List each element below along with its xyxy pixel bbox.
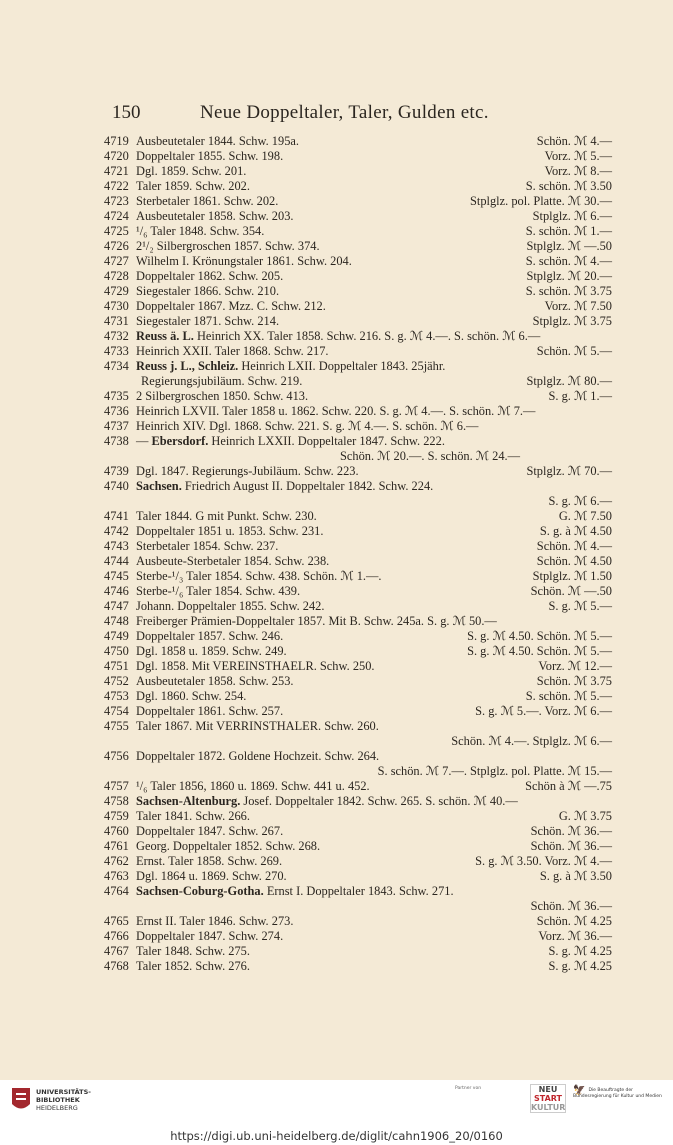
catalog-entry (104, 539, 614, 554)
entry-text: Heinrich XXII. Taler 1868. Schw. 217. (136, 344, 329, 358)
catalog-entry (104, 854, 614, 869)
entry-description (136, 884, 454, 899)
entry-description (136, 539, 278, 554)
entry-text: Taler 1844. G mit Punkt. Schw. 230. (136, 509, 317, 523)
catalog-entry (104, 494, 614, 509)
entry-text: Taler 1859. Schw. 202. (136, 179, 250, 193)
entry-text: Ausbeutetaler 1844. Schw. 195a. (136, 134, 299, 148)
entry-text: Doppeltaler 1862. Schw. 205. (136, 269, 284, 283)
entry-text: Sterbe-¹/₆ Taler 1854. Schw. 439. (136, 584, 301, 598)
catalog-entry (104, 899, 614, 914)
catalog-entry (104, 209, 614, 224)
entry-number: 4754 (104, 704, 129, 718)
entry-text: Ernst. Taler 1858. Schw. 269. (136, 854, 283, 868)
entry-text: Dgl. 1858. Mit VEREINSTHAELR. Schw. 250. (136, 659, 375, 673)
entry-description (136, 929, 283, 944)
catalog-entry (104, 779, 614, 794)
entry-text: Doppeltaler 1851 u. 1853. Schw. 231. (136, 524, 324, 538)
entry-text: Ernst II. Taler 1846. Schw. 273. (136, 914, 294, 928)
entry-description (136, 269, 283, 284)
entry-number: 4721 (104, 164, 129, 178)
entry-number: 4766 (104, 929, 129, 943)
entry-text: Ausbeutetaler 1858. Schw. 203. (136, 209, 294, 223)
catalog-entry (104, 554, 614, 569)
entry-price: S. g. ℳ 3.50. Vorz. ℳ 4.— (475, 854, 612, 868)
catalog-entry (104, 704, 614, 719)
entry-price: S. schön. ℳ 1.— (525, 224, 612, 238)
entry-price: Schön. ℳ 4.— (536, 539, 612, 553)
catalog-entry (104, 614, 614, 629)
entry-text: Doppeltaler 1847. Schw. 267. (136, 824, 284, 838)
entry-text: Doppeltaler 1861. Schw. 257. (136, 704, 284, 718)
catalog-entry (104, 359, 614, 374)
catalog-entry (104, 179, 614, 194)
entry-price: Schön à ℳ —.75 (525, 779, 612, 793)
entry-number: 4761 (104, 839, 129, 853)
entry-description (136, 239, 320, 254)
entry-number: 4733 (104, 344, 129, 358)
entry-number: 4759 (104, 809, 129, 823)
entry-description (136, 659, 375, 674)
entry-region: Reuss j. L., Schleiz. (136, 359, 239, 373)
entry-price: Stplglz. ℳ 80.— (526, 374, 612, 388)
catalog-entry (104, 629, 614, 644)
entry-description (136, 434, 445, 449)
catalog-entry (104, 344, 614, 359)
entry-region: Sachsen-Altenburg. (136, 794, 241, 808)
entry-text: Ernst I. Doppeltaler 1843. Schw. 271. (263, 884, 454, 898)
catalog-entry (104, 839, 614, 854)
entry-description (136, 359, 445, 374)
entry-number: 4753 (104, 689, 129, 703)
entry-description (136, 644, 287, 659)
catalog-entry (104, 404, 614, 419)
entry-description (136, 344, 329, 359)
entry-text: Doppeltaler 1847. Schw. 274. (136, 929, 284, 943)
catalog-entry (104, 509, 614, 524)
entry-number: 4745 (104, 569, 129, 583)
entry-price: Vorz. ℳ 8.— (544, 164, 612, 178)
entry-number: 4748 (104, 614, 129, 628)
entry-description (136, 284, 279, 299)
catalog-entry (104, 194, 614, 209)
entry-number: 4743 (104, 539, 129, 553)
entry-description (136, 824, 283, 839)
catalog-entry (104, 314, 614, 329)
entry-number: 4756 (104, 749, 129, 763)
entry-description (136, 959, 250, 974)
entry-description (136, 389, 308, 404)
entry-description (136, 719, 379, 734)
entry-description (136, 689, 246, 704)
entry-number: 4741 (104, 509, 129, 523)
entry-description (136, 854, 282, 869)
entry-description (136, 254, 352, 269)
entry-number: 4768 (104, 959, 129, 973)
catalog-entry (104, 689, 614, 704)
catalog-entry (104, 644, 614, 659)
entry-region: Sachsen. (136, 479, 182, 493)
entry-number: 4725 (104, 224, 129, 238)
entry-number: 4719 (104, 134, 129, 148)
entry-price: S. g. à ℳ 3.50 (539, 869, 612, 883)
entry-region: Reuss ä. L. (136, 329, 194, 343)
entry-number: 4750 (104, 644, 129, 658)
entry-price: S. g. ℳ 4.50. Schön. ℳ 5.— (467, 644, 612, 658)
entry-text: Dgl. 1860. Schw. 254. (136, 689, 247, 703)
catalog-entry (104, 944, 614, 959)
entry-region: Sachsen-Coburg-Gotha. (136, 884, 264, 898)
entry-price: S. schön. ℳ 5.— (525, 689, 612, 703)
catalog-entry (104, 434, 614, 449)
entry-number: 4731 (104, 314, 129, 328)
catalog-entry (104, 764, 614, 779)
entry-number: 4730 (104, 299, 129, 313)
entry-number: 4720 (104, 149, 129, 163)
entry-text: Dgl. 1847. Regierungs-Jubiläum. Schw. 223. (136, 464, 359, 478)
university-seal-icon[interactable] (10, 1086, 32, 1114)
entry-description (136, 479, 433, 494)
entry-description (141, 374, 302, 389)
entry-number: 4734 (104, 359, 129, 373)
entry-text: Taler 1841. Schw. 266. (136, 809, 250, 823)
entry-text: Siegestaler 1871. Schw. 214. (136, 314, 280, 328)
catalog-entry (104, 164, 614, 179)
catalog-entry (104, 419, 614, 434)
catalog-entry (104, 719, 614, 734)
entry-price: Schön. ℳ 4.—. Stplglz. ℳ 6.— (451, 734, 612, 748)
entry-description (136, 134, 299, 149)
entry-text: ¹/₆ Taler 1856, 1860 u. 1869. Schw. 441 u. 452. (136, 779, 370, 793)
entry-description (136, 629, 283, 644)
entry-text: Freiberger Prämien-Doppeltaler 1857. Mit B. Schw. 245a. S. g. ℳ 50.— (136, 614, 497, 628)
entry-price: G. ℳ 3.75 (558, 809, 612, 823)
entry-price: Vorz. ℳ 7.50 (544, 299, 612, 313)
catalog-entry (104, 809, 614, 824)
entry-price: Schön. ℳ 3.75 (536, 674, 612, 688)
partner-label: Partner von (455, 1086, 482, 1091)
entry-description (136, 299, 326, 314)
entry-number: 4762 (104, 854, 129, 868)
entry-price: S. g. à ℳ 4.50 (539, 524, 612, 538)
entry-text: Siegestaler 1866. Schw. 210. (136, 284, 280, 298)
entry-region: Ebersdorf. (151, 434, 209, 448)
bundesregierung-logo[interactable]: 🦅 Die Beauftragte der Bundesregierung für Kultur und Medien (573, 1085, 662, 1099)
entry-text: Taler 1848. Schw. 275. (136, 944, 250, 958)
entry-price: S. g. ℳ 1.— (548, 389, 612, 403)
catalog-entry (104, 659, 614, 674)
catalog-entry (104, 674, 614, 689)
entry-number: 4739 (104, 464, 129, 478)
entry-price: Stplglz. pol. Platte. ℳ 30.— (470, 194, 612, 208)
catalog-entry (104, 569, 614, 584)
entry-description (136, 584, 300, 599)
entry-number: 4757 (104, 779, 129, 793)
entry-price: Stplglz. ℳ 6.— (532, 209, 612, 223)
entry-price: Stplglz. ℳ 70.— (526, 464, 612, 478)
entry-price: S. g. ℳ 6.— (548, 494, 612, 508)
entry-text: Wilhelm I. Krönungstaler 1861. Schw. 204. (136, 254, 352, 268)
entry-description (136, 599, 324, 614)
entry-prefix: — (136, 434, 152, 448)
entry-number: 4746 (104, 584, 129, 598)
catalog-entry (104, 749, 614, 764)
entry-number: 4724 (104, 209, 129, 223)
entry-text: Heinrich LXXII. Doppeltaler 1847. Schw. 222. (208, 434, 445, 448)
entry-price: S. schön. ℳ 3.75 (525, 284, 612, 298)
entry-text: Sterbe-¹/₃ Taler 1854. Schw. 438. Schön. ℳ 1.—. (136, 569, 382, 583)
entry-price: Stplglz. ℳ 1.50 (532, 569, 612, 583)
entry-description (136, 914, 293, 929)
entry-description (136, 869, 287, 884)
catalog-entry (104, 599, 614, 614)
entry-description (136, 704, 283, 719)
entry-number: 4751 (104, 659, 129, 673)
entry-description (340, 449, 520, 464)
entry-number: 4740 (104, 479, 129, 493)
catalog-entry (104, 134, 614, 149)
entry-text: Dgl. 1864 u. 1869. Schw. 270. (136, 869, 287, 883)
entry-text: Heinrich LXII. Doppeltaler 1843. 25jähr. (238, 359, 446, 373)
entry-text: Doppeltaler 1857. Schw. 246. (136, 629, 284, 643)
catalog-entry (104, 284, 614, 299)
entry-price: Schön. ℳ —.50 (530, 584, 612, 598)
entry-price: Schön. ℳ 4.50 (536, 554, 612, 568)
entry-text: Heinrich XIV. Dgl. 1868. Schw. 221. S. g. ℳ 4.—. S. schön. ℳ 6.— (136, 419, 479, 433)
entry-text: Johann. Doppeltaler 1855. Schw. 242. (136, 599, 325, 613)
entry-number: 4737 (104, 419, 129, 433)
entry-description (136, 194, 278, 209)
entry-price: Schön. ℳ 5.— (536, 344, 612, 358)
entry-price: S. schön. ℳ 7.—. Stplglz. pol. Platte. ℳ 15.— (377, 764, 612, 778)
entry-description (136, 794, 518, 809)
catalog-entry (104, 299, 614, 314)
entry-text: Heinrich LXVII. Taler 1858 u. 1862. Schw. 220. S. g. ℳ 4.—. S. schön. ℳ 7.— (136, 404, 536, 418)
permalink-url[interactable]: https://digi.ub.uni-heidelberg.de/diglit/cahn1906_20/0160 (170, 1129, 503, 1143)
entry-number: 4723 (104, 194, 129, 208)
entry-number: 4726 (104, 239, 129, 253)
entry-number: 4765 (104, 914, 129, 928)
page-title: Neue Doppeltaler, Taler, Gulden etc. (200, 102, 489, 123)
entry-price: S. schön. ℳ 4.— (525, 254, 612, 268)
entry-number: 4758 (104, 794, 129, 808)
catalog-entry (104, 734, 614, 749)
entry-text: Friedrich August II. Doppeltaler 1842. Schw. 224. (181, 479, 434, 493)
entry-text: Georg. Doppeltaler 1852. Schw. 268. (136, 839, 321, 853)
entry-text: Sterbetaler 1861. Schw. 202. (136, 194, 279, 208)
catalog-entry (104, 584, 614, 599)
entry-price: Stplglz. ℳ 20.— (526, 269, 612, 283)
entry-description (136, 419, 478, 434)
entry-text: Josef. Doppeltaler 1842. Schw. 265. S. schön. ℳ 40.— (240, 794, 518, 808)
catalog-entry (104, 524, 614, 539)
entry-number: 4749 (104, 629, 129, 643)
entry-description (136, 554, 329, 569)
entry-price: S. g. ℳ 5.— (548, 599, 612, 613)
catalog-entry (104, 374, 614, 389)
entry-number: 4755 (104, 719, 129, 733)
entry-number: 4747 (104, 599, 129, 613)
entry-number: 4744 (104, 554, 129, 568)
entry-description (136, 329, 540, 344)
entry-price: Vorz. ℳ 5.— (544, 149, 612, 163)
entry-description (136, 779, 370, 794)
entry-description (136, 509, 317, 524)
entry-number: 4736 (104, 404, 129, 418)
entry-text: ¹/₆ Taler 1848. Schw. 354. (136, 224, 265, 238)
catalog-entry (104, 824, 614, 839)
entry-number: 4729 (104, 284, 129, 298)
entry-text: Dgl. 1858 u. 1859. Schw. 249. (136, 644, 287, 658)
catalog-entry (104, 479, 614, 494)
entry-text: Ausbeute-Sterbetaler 1854. Schw. 238. (136, 554, 330, 568)
entry-price: Stplglz. ℳ —.50 (526, 239, 612, 253)
catalog-entry (104, 464, 614, 479)
entry-price: Stplglz. ℳ 3.75 (532, 314, 612, 328)
entry-price: Vorz. ℳ 12.— (538, 659, 612, 673)
entry-text: Heinrich XX. Taler 1858. Schw. 216. S. g. ℳ 4.—. S. schön. ℳ 6.— (193, 329, 541, 343)
catalog-entry (104, 149, 614, 164)
entry-price: S. g. ℳ 4.50. Schön. ℳ 5.— (467, 629, 612, 643)
entry-text: Sterbetaler 1854. Schw. 237. (136, 539, 279, 553)
catalog-entries (104, 134, 614, 974)
entry-description (136, 314, 279, 329)
entry-number: 4760 (104, 824, 129, 838)
entry-text: Dgl. 1859. Schw. 201. (136, 164, 247, 178)
entry-text: Doppeltaler 1867. Mzz. C. Schw. 212. (136, 299, 326, 313)
entry-text: Taler 1852. Schw. 276. (136, 959, 250, 973)
entry-price: S. schön. ℳ 3.50 (525, 179, 612, 193)
entry-text: Schön. ℳ 20.—. S. schön. ℳ 24.— (340, 449, 521, 463)
entry-description (136, 674, 294, 689)
neustart-kultur-logo[interactable]: NEU START KULTUR (531, 1085, 566, 1112)
entry-description (136, 404, 535, 419)
entry-price: S. g. ℳ 4.25 (548, 959, 612, 973)
entry-price: Schön. ℳ 36.— (530, 899, 612, 913)
entry-number: 4722 (104, 179, 129, 193)
catalog-entry (104, 914, 614, 929)
entry-number: 4727 (104, 254, 129, 268)
entry-description (136, 464, 359, 479)
entry-description (136, 569, 381, 584)
entry-price: G. ℳ 7.50 (558, 509, 612, 523)
entry-price: Schön. ℳ 4.— (536, 134, 612, 148)
library-name[interactable]: UNIVERSITÄTS- BIBLIOTHEK HEIDELBERG (36, 1088, 91, 1112)
entry-description (136, 809, 250, 824)
entry-number: 4752 (104, 674, 129, 688)
entry-price: Schön. ℳ 36.— (530, 839, 612, 853)
entry-price: Schön. ℳ 4.25 (536, 914, 612, 928)
entry-number: 4767 (104, 944, 129, 958)
catalog-entry (104, 329, 614, 344)
catalog-entry (104, 449, 614, 464)
entry-number: 4764 (104, 884, 129, 898)
catalog-entry (104, 389, 614, 404)
entry-description (136, 179, 250, 194)
entry-price: Vorz. ℳ 36.— (538, 929, 612, 943)
entry-description (136, 839, 320, 854)
entry-number: 4735 (104, 389, 129, 403)
catalog-entry (104, 239, 614, 254)
entry-description (136, 164, 246, 179)
catalog-entry (104, 269, 614, 284)
entry-text: 2¹/₂ Silbergroschen 1857. Schw. 374. (136, 239, 320, 253)
catalog-entry (104, 929, 614, 944)
entry-number: 4742 (104, 524, 129, 538)
catalog-entry (104, 224, 614, 239)
page-number: 150 (112, 102, 141, 123)
eagle-icon: 🦅 (573, 1085, 586, 1096)
entry-text: Ausbeutetaler 1858. Schw. 253. (136, 674, 294, 688)
catalog-entry (104, 254, 614, 269)
entry-price: Schön. ℳ 36.— (530, 824, 612, 838)
entry-description (136, 944, 250, 959)
entry-number: 4763 (104, 869, 129, 883)
entry-number: 4738 (104, 434, 129, 448)
entry-text: Doppeltaler 1872. Goldene Hochzeit. Schw. 264. (136, 749, 380, 763)
entry-description (136, 524, 323, 539)
entry-number: 4732 (104, 329, 129, 343)
entry-price: S. g. ℳ 5.—. Vorz. ℳ 6.— (475, 704, 612, 718)
entry-text: Regierungsjubiläum. Schw. 219. (141, 374, 303, 388)
entry-price: S. g. ℳ 4.25 (548, 944, 612, 958)
entry-text: Doppeltaler 1855. Schw. 198. (136, 149, 284, 163)
entry-description (136, 224, 264, 239)
catalog-entry (104, 869, 614, 884)
entry-text: Taler 1867. Mit VERRINSTHALER. Schw. 260. (136, 719, 379, 733)
entry-description (136, 209, 294, 224)
catalog-entry (104, 794, 614, 809)
entry-text: 2 Silbergroschen 1850. Schw. 413. (136, 389, 309, 403)
entry-description (136, 614, 497, 629)
catalog-entry (104, 884, 614, 899)
footer-bar (0, 1080, 673, 1145)
entry-description (136, 149, 283, 164)
catalog-entry (104, 959, 614, 974)
entry-description (136, 749, 379, 764)
entry-number: 4728 (104, 269, 129, 283)
